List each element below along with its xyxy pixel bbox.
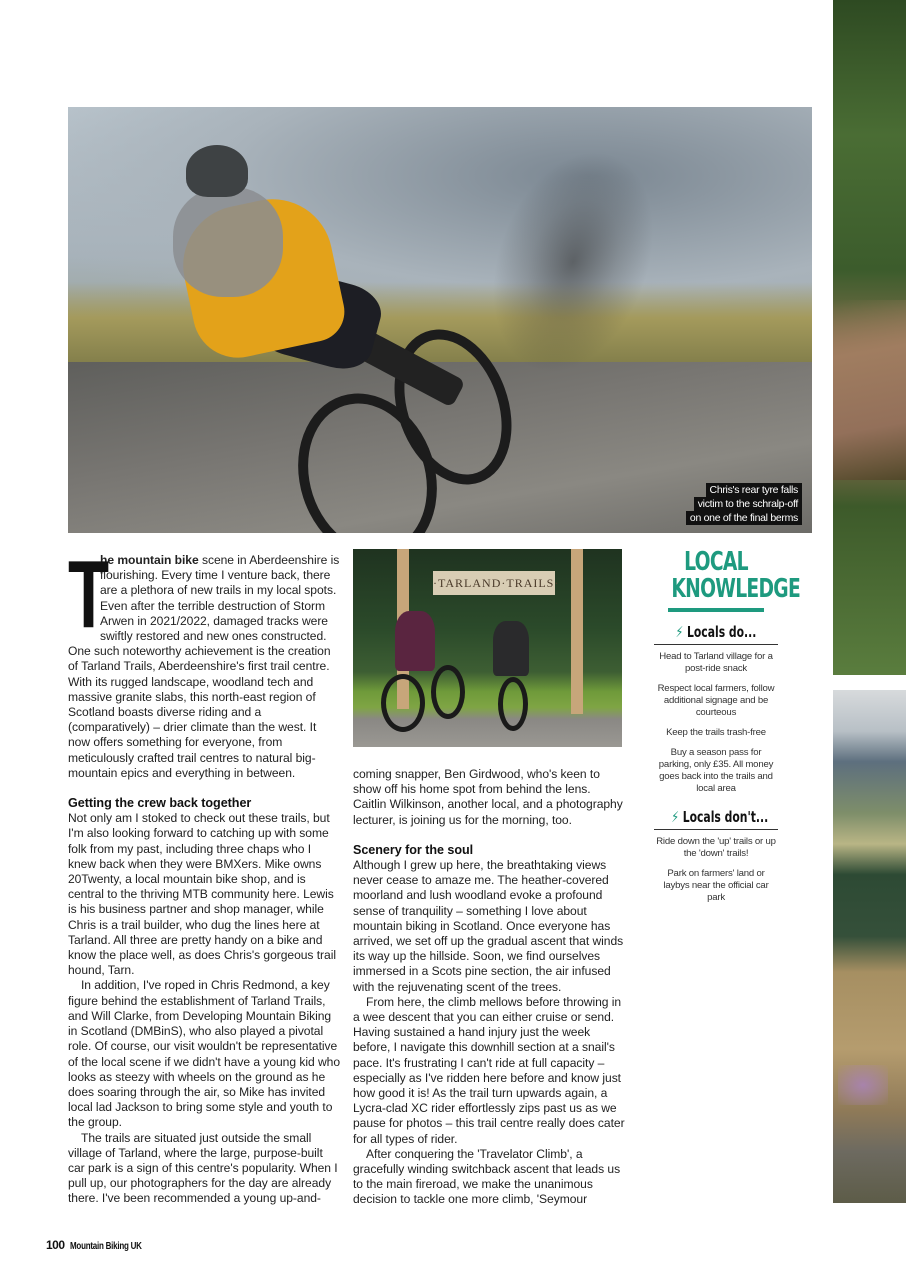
body-paragraph: From here, the climb mellows before throwing in a wee descent that you can either cruise or send. Having sustained a hand injury just the week before, I navigate this downhill section at a snail's pace. It's frustrating I can't ride at full capacity – especially as I've ridden here before and know just how good it is! As the trail turn upwards again, a Lycra-clad XC rider effortlessly zips past us as we pause for photos – this trail centre really does cater for all types of rider. — [353, 994, 625, 1146]
heather — [838, 1065, 888, 1105]
rider-black — [493, 621, 529, 676]
article-column-2 — [353, 767, 625, 1208]
rider-jacket — [173, 187, 283, 297]
rider-helmet — [186, 145, 248, 197]
sidebar-title-line2: KNOWLEDGE — [671, 574, 801, 604]
do-item: Respect local farmers, follow additional signage and be courteous — [657, 683, 775, 718]
moorland-photo-edge — [833, 690, 906, 1203]
trail-sign: ·TARLAND·TRAILS· — [433, 571, 555, 595]
locals-dont-heading — [671, 807, 769, 827]
do-item: Head to Tarland village for a post-ride snack — [659, 651, 773, 674]
magazine-name: Mountain Biking UK — [69, 1241, 142, 1252]
section-heading: Getting the crew back together — [68, 796, 252, 811]
body-paragraph: Although I grew up here, the breathtaking views never cease to amaze me. The heather-covered moorland and lush woodland evoke a profound sense of tranquility – something I love about mountain biking in Scotland. Once everyone has arrived, we set off up the gradual ascent that winds its way up the hillside. Soon, we find ourselves immersed in a Scots pine section, the air infused with the rejuvenating scent of the trees. — [353, 858, 624, 994]
caption-line: Chris's rear tyre falls — [706, 483, 802, 497]
rider-maroon — [395, 611, 435, 671]
dirt-trail — [833, 300, 906, 480]
lightning-bolt-icon: ⚡ — [671, 808, 679, 826]
heading-text: Locals don't... — [682, 808, 769, 826]
lead-in: he mountain bike — [100, 553, 199, 567]
caption-line: victim to the schralp-off — [694, 497, 802, 511]
do-item: Keep the trails trash-free — [666, 727, 766, 738]
hero-photo — [68, 107, 812, 533]
article-column-1 — [68, 541, 340, 1207]
do-item: Buy a season pass for parking, only £35. All money goes back into the trails and local area — [658, 747, 774, 794]
body-paragraph: In addition, I've roped in Chris Redmond, a key figure behind the establishment of Tarland Trails, and Will Clarke, from Developing Mountain Biking in Scotland (DMBinS), who also played a pivotal role. Of course, our visit wouldn't be representative of the local scene if we didn't have a young kid who looks as steezy with wheels on the ground as he does soaring through the air, so Mike has invited local lad Jackson to bring some style and youth to the group. — [68, 978, 340, 1130]
lightning-bolt-icon: ⚡ — [675, 623, 684, 641]
body-paragraph: The trails are situated just outside the small village of Tarland, where the large, purpose-built car park is a sign of this centre's popularity. When I pull up, our photographers for the day are already there. I've been recommended a young up-and- — [68, 1130, 338, 1206]
heading-text: Locals do... — [687, 623, 757, 641]
bike-wheel — [498, 677, 528, 731]
body-paragraph: coming snapper, Ben Girdwood, who's keen to show off his home spot from behind the lens. Caitlin Wilkinson, another local, and a photography lecturer, is joining us for the morning, too. — [353, 767, 623, 827]
divider — [654, 644, 778, 645]
body-paragraph: Not only am I stoked to check out these trails, but I'm also looking forward to catching up with some folk from my past, including three chaps who I knew back when they were BMXers. Mike owns 20Twenty, a local mountain bike shop, and is central to the thriving MTB community here. Lewis is his business partner and shop manager, while Chris is a trail builder, who dug the lines here at Tarland. All three are pretty handy on a bike and know the place well, as does Chris's gorgeous trail hound, Tarn. — [68, 811, 336, 978]
page-folio — [46, 1238, 159, 1252]
local-knowledge-box — [654, 547, 801, 912]
caption-line: on one of the final berms — [686, 511, 802, 525]
intro-paragraph — [68, 541, 340, 781]
forest-trail-photo-edge — [833, 0, 906, 675]
section-heading: Scenery for the soul — [353, 842, 474, 857]
carved-post — [571, 549, 583, 714]
trail-entrance-photo — [353, 549, 622, 747]
intro-text: scene in Aberdeenshire is flourishing. Every time I venture back, there are a plethora of new trails in my local spots. Even after the terrible destruction of Storm Arwen in 2021/2022, damaged tracks were swiftly restored and new ones constructed. One such noteworthy achievement is the creation of Tarland Trails, Aberdeenshire's first trail centre. With its rugged landscape, woodland tech and massive granite slabs, this north-east region of Scotland boasts diverse riding and a (comparatively) – drier climate than the west. It now offers something for everyone, from meticulously crafted trail centres to natural big-mountain epics and everything in between. — [68, 553, 340, 780]
dont-item: Ride down the 'up' trails or up the 'down' trails! — [656, 836, 776, 859]
body-paragraph: After conquering the 'Travelator Climb', a gracefully winding switchback ascent that leads us to the main fireroad, we make the unanimous decision to tackle one more climb, 'Seymour — [353, 1146, 621, 1207]
photo-caption — [686, 483, 802, 525]
sidebar-title-rule — [668, 608, 764, 612]
drop-cap: T — [68, 541, 110, 648]
locals-do-heading — [671, 622, 760, 642]
sidebar-title-line1: LOCAL — [684, 547, 748, 577]
divider — [654, 829, 778, 830]
bike-wheel — [431, 665, 465, 719]
page-number: 100 — [46, 1238, 65, 1252]
dont-item: Park on farmers' land or laybys near the official car park — [663, 868, 769, 903]
bike-wheel — [381, 674, 425, 732]
